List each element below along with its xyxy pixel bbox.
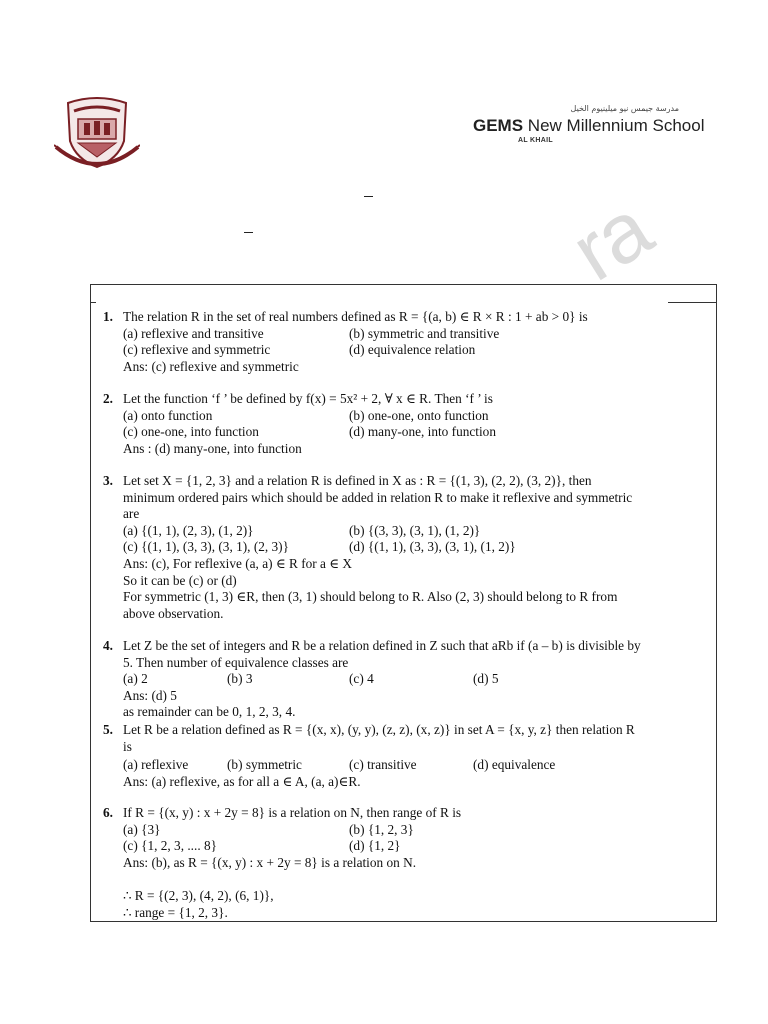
- option-b: (b) symmetric and transitive: [349, 325, 500, 341]
- school-name: [473, 116, 704, 136]
- question-number: 6.: [103, 805, 113, 820]
- answer-line: Ans: (a) reflexive, as for all a ∈ A, (a, a)∈R.: [123, 773, 361, 789]
- answer-line: Ans: (c), For reflexive (a, a) ∈ R for a ∈ X: [123, 555, 353, 571]
- option-c: (c) reflexive and symmetric: [123, 342, 271, 358]
- option-a: (a) reflexive: [123, 757, 189, 773]
- option-c: (c) transitive: [349, 757, 417, 773]
- dash-mark: [244, 232, 253, 233]
- questions-box: [90, 284, 717, 922]
- school-name-bold: GEMS: [473, 116, 524, 135]
- option-b: (b) {(3, 3), (3, 1), (1, 2)}: [349, 522, 481, 538]
- option-d: (d) {1, 2}: [349, 838, 401, 854]
- answer-line: ∴ R = {(2, 3), (4, 2), (6, 1)},: [123, 887, 274, 903]
- school-name-rest: New Millennium School: [527, 116, 705, 135]
- question-text: minimum ordered pairs which should be added in relation R to make it reflexive and symmetric: [123, 489, 633, 505]
- answer-line: Ans: (c) reflexive and symmetric: [123, 358, 299, 374]
- question-text: are: [123, 506, 140, 522]
- question-text: Let R be a relation defined as R = {(x, x), (y, y), (z, z), (x, z)} in set A = {x, y, z} then relation R: [123, 722, 635, 737]
- school-name-arabic: مدرسة جيمس نيو ميلينيوم الخيل: [570, 104, 679, 113]
- question-number: 4.: [103, 638, 113, 653]
- question-text: Let Z be the set of integers and R be a relation defined in Z such that aRb if (a – b) is divisible by: [123, 638, 641, 653]
- watermark: ra: [555, 181, 666, 299]
- answer-line: as remainder can be 0, 1, 2, 3, 4.: [123, 704, 296, 720]
- question-text: Let the function ‘f ’ be defined by f(x) = 5x² + 2, ∀ x ∈ R. Then ‘f ’ is: [123, 391, 493, 406]
- option-b: (b) {1, 2, 3}: [349, 821, 414, 837]
- option-d: (d) 5: [473, 671, 499, 687]
- option-d: (d) {(1, 1), (3, 3), (3, 1), (1, 2)}: [349, 539, 516, 555]
- question-number: 3.: [103, 473, 113, 488]
- option-c: (c) one-one, into function: [123, 424, 259, 440]
- answer-line: Ans: (d) 5: [123, 687, 177, 703]
- option-b: (b) one-one, onto function: [349, 407, 489, 423]
- question-text: is: [123, 738, 132, 754]
- question-text: Let set X = {1, 2, 3} and a relation R is defined in X as : R = {(1, 3), (2, 2), (3, 2)}, then: [123, 473, 592, 488]
- school-location: AL KHAIL: [518, 137, 553, 144]
- option-a: (a) 2: [123, 671, 148, 687]
- school-crest-logo: [54, 97, 140, 173]
- option-c: (c) 4: [349, 671, 374, 687]
- school-brand: [473, 104, 705, 148]
- question-number: 5.: [103, 722, 113, 737]
- answer-line: So it can be (c) or (d): [123, 572, 237, 588]
- option-a: (a) {3}: [123, 821, 161, 837]
- answer-line: above observation.: [123, 605, 224, 621]
- dash-mark: [364, 196, 373, 197]
- answer-line: Ans : (d) many-one, into function: [123, 440, 302, 456]
- answer-line: For symmetric (1, 3) ∈R, then (3, 1) should belong to R. Also (2, 3) should belong to R from: [123, 589, 618, 605]
- option-d: (d) many-one, into function: [349, 424, 496, 440]
- border-tick: [91, 302, 96, 303]
- option-a: (a) onto function: [123, 407, 213, 423]
- answer-line: Ans: (b), as R = {(x, y) : x + 2y = 8} is a relation on N.: [123, 854, 417, 870]
- option-a: (a) reflexive and transitive: [123, 325, 264, 341]
- question-text: The relation R in the set of real numbers defined as R = {(a, b) ∈ R × R : 1 + ab > 0} is: [123, 309, 588, 324]
- question-number: 1.: [103, 309, 113, 324]
- answer-line: [123, 871, 683, 888]
- question-number: 2.: [103, 391, 113, 406]
- question-text: 5. Then number of equivalence classes are: [123, 654, 349, 670]
- option-b: (b) symmetric: [227, 757, 302, 773]
- option-d: (d) equivalence relation: [349, 342, 476, 358]
- answer-line: ∴ range = {1, 2, 3}.: [123, 904, 228, 920]
- option-b: (b) 3: [227, 671, 253, 687]
- option-a: (a) {(1, 1), (2, 3), (1, 2)}: [123, 522, 254, 538]
- question-text: If R = {(x, y) : x + 2y = 8} is a relation on N, then range of R is: [123, 805, 462, 820]
- option-d: (d) equivalence: [473, 757, 556, 773]
- border-tick: [668, 302, 716, 303]
- option-c: (c) {1, 2, 3, .... 8}: [123, 838, 218, 854]
- option-c: (c) {(1, 1), (3, 3), (3, 1), (2, 3)}: [123, 539, 289, 555]
